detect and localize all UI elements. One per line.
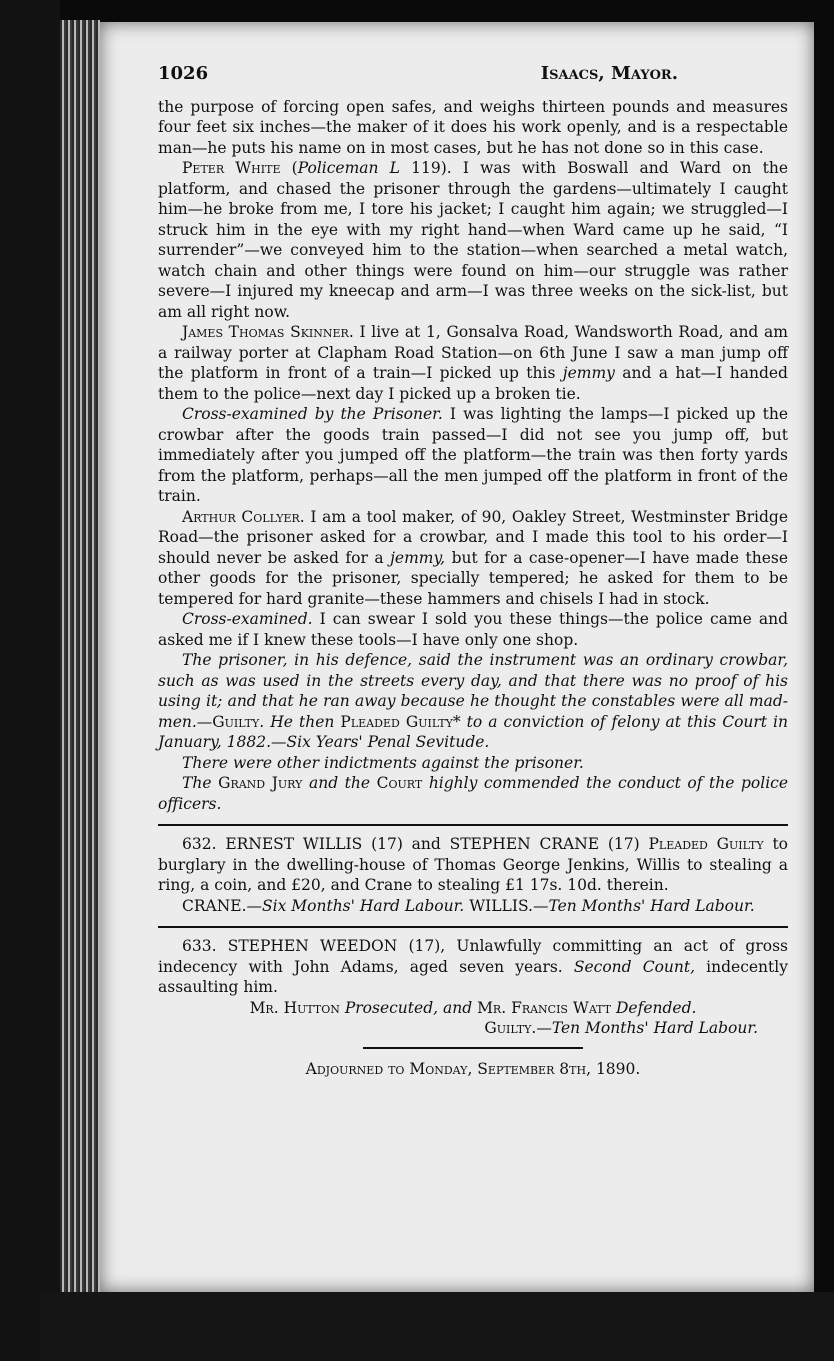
cross-examination [158, 609, 788, 650]
witness-role: Policeman L [297, 159, 400, 177]
commendation-text: The [182, 774, 212, 792]
cross-exam-label: Cross-examined by the Prisoner. [182, 405, 443, 423]
italic-term: jemmy, [390, 548, 446, 567]
defender-name: Mr. Francis Watt [477, 998, 612, 1017]
verdict-guilty: Guilty. [212, 712, 265, 731]
sentence-willis: —Ten Months' Hard Labour. [532, 896, 755, 915]
case-632-sentence [158, 896, 788, 917]
pleaded-guilty: Pleaded Guilty* [340, 712, 461, 731]
witness-name: James Thomas Skinner. [182, 323, 354, 341]
prisoner-defence-verdict [158, 650, 788, 753]
sentence-text: —Ten Months' Hard Labour. [536, 1019, 758, 1037]
charge-text: Unlawfully committing an act of gross indecency with John Adams, aged seven years. [158, 937, 788, 976]
defence-text: The prisoner, in his defence, said the instrument was an ordinary crowbar, such as was used in the streets every day, and that there was no proof of his using it; and that he ran away because he thought the constables were all mad-men.— [158, 651, 788, 731]
page-number: 1026 [158, 63, 209, 84]
commendation-text: highly commended the conduct of the police officers. [158, 774, 789, 813]
charge-text: to burglary in the dwelling-house of Thomas George Jenkins, Willis to stealing a ring, a coin, and £20, and Crane to stealing £1 17s. 10d. therein. [158, 835, 789, 894]
prosecuted-label: Prosecuted, and [344, 998, 473, 1017]
case-divider [158, 926, 788, 928]
pleaded-guilty: Pleaded Guilty [648, 835, 764, 853]
sentence-crane: —Six Months' Hard Labour. [246, 896, 465, 915]
defendant-crane: CRANE. [182, 896, 247, 915]
case-number: 633. [182, 937, 217, 955]
testimony-text: but for a case-opener—I have made these other goods for the prisoner, specially tempered; he asked for them to be tempered for hard granite—these hammers and chisels I had in stock. [158, 548, 788, 608]
case-633 [158, 936, 788, 998]
defendant-names: ERNEST WILLIS (17) and STEPHEN CRANE (17) [225, 835, 640, 853]
witness-name: Peter White [182, 159, 281, 177]
testimony-text: I live at 1, Gonsalva Road, Wandsworth Road, and am a railway porter at Clapham Road Station—on 6th June I saw a man jump off the platform in front of a train—I picked up this [158, 323, 788, 382]
defendant-name: STEPHEN WEEDON [227, 937, 398, 955]
defence-text: He then [270, 712, 335, 731]
testimony-arthur-collyer [158, 507, 788, 610]
book-shadow-left [0, 0, 60, 1361]
cross-examination-prisoner [158, 404, 788, 507]
other-indictments: There were other indictments against the prisoner. [182, 753, 584, 772]
verdict-guilty: Guilty. [484, 1019, 537, 1037]
testimony-text: I can swear I sold you these things—the police came and asked me if I knew these tools—I have only one shop. [158, 610, 788, 649]
defendant-willis: WILLIS. [469, 896, 533, 915]
page-header [158, 64, 788, 85]
page-edges [60, 20, 100, 1300]
testimony-text: and a hat—I handed them to the police—next day I picked up a broken tie. [158, 364, 788, 403]
counsel-line [158, 998, 788, 1019]
sentence-text: to a conviction of felony at this Court in January, 1882.—Six Years' Penal Sevitude. [158, 712, 788, 751]
case-632 [158, 834, 788, 896]
case-633-verdict [158, 1018, 788, 1039]
paragraph-continuation: the purpose of forcing open safes, and weighs thirteen pounds and measures four feet six inches—the maker of it does his work openly, and is a respectable man—he puts his name on in most cases, but he has not done so in this case. [158, 97, 788, 157]
defendant-age: (17), [408, 937, 446, 955]
witness-role-number: 119). [411, 159, 452, 177]
witness-name: Arthur Collyer. [182, 507, 305, 526]
page-content [158, 64, 788, 1079]
charge-text: indecently assaulting him. [158, 957, 788, 996]
cross-exam-label: Cross-examined. [182, 610, 313, 628]
case-number: 632. [182, 835, 217, 853]
testimony-text: I was with Boswall and Ward on the platform, and chased the prisoner through the gardens—ultimately I caught him—he broke from me, I tore his jacket; I caught him again; we struggled—I struck him in the eye with my right hand—when Ward came up he said, “I surrender”—we conveyed him to the station—when searched a metal watch, watch chain and other things were found on him—our struggle was rather severe—I injured my kneecap and arm—I was three weeks on the sick-list, but am all right now. [158, 159, 788, 321]
grand-jury: Grand Jury [218, 774, 303, 792]
italic-term: jemmy [562, 364, 615, 382]
court: Court [376, 774, 423, 792]
second-count: Second Count, [573, 957, 696, 976]
adjournment: Adjourned to Monday, September 8th, 1890. [305, 1059, 641, 1078]
commendation-text: and the [308, 774, 371, 792]
testimony-text: I was lighting the lamps—I picked up the crowbar after the goods train passed—I did not see you jump off, but immediately after you jumped off the platform—the train was then forty yards from the platform, perhaps—all the men jumped off the platform in front of the train. [158, 405, 788, 505]
defended-label: Defended. [616, 998, 697, 1017]
testimony-james-skinner [158, 322, 788, 404]
testimony-peter-white: Peter White (Policeman L 119). I was with Boswall and Ward on the platform, and chased the prisoner through the gardens—ultimately I caught him—he broke from me, I tore his jacket; I caught him again; we struggled—I struck him in the eye with my right hand—when Ward came up he said, “I surrender”—we conveyed him to the station—when searched a metal watch, watch chain and other things were found on him—our struggle was rather severe—I injured my kneecap and arm—I was three weeks on the sick-list, but am all right now. [158, 159, 788, 321]
commendation [158, 773, 788, 814]
case-divider [158, 824, 788, 826]
short-divider [363, 1047, 583, 1049]
book-page [100, 22, 814, 1292]
running-head: Isaacs, Mayor. [540, 63, 678, 84]
testimony-text: I am a tool maker, of 90, Oakley Street, Westminster Bridge Road—the prisoner asked for a crowbar, and I made this tool to his order—I should never be asked for a [158, 507, 788, 567]
book-shadow-bottom [40, 1292, 834, 1361]
prosecutor-name: Mr. Hutton [249, 998, 340, 1017]
